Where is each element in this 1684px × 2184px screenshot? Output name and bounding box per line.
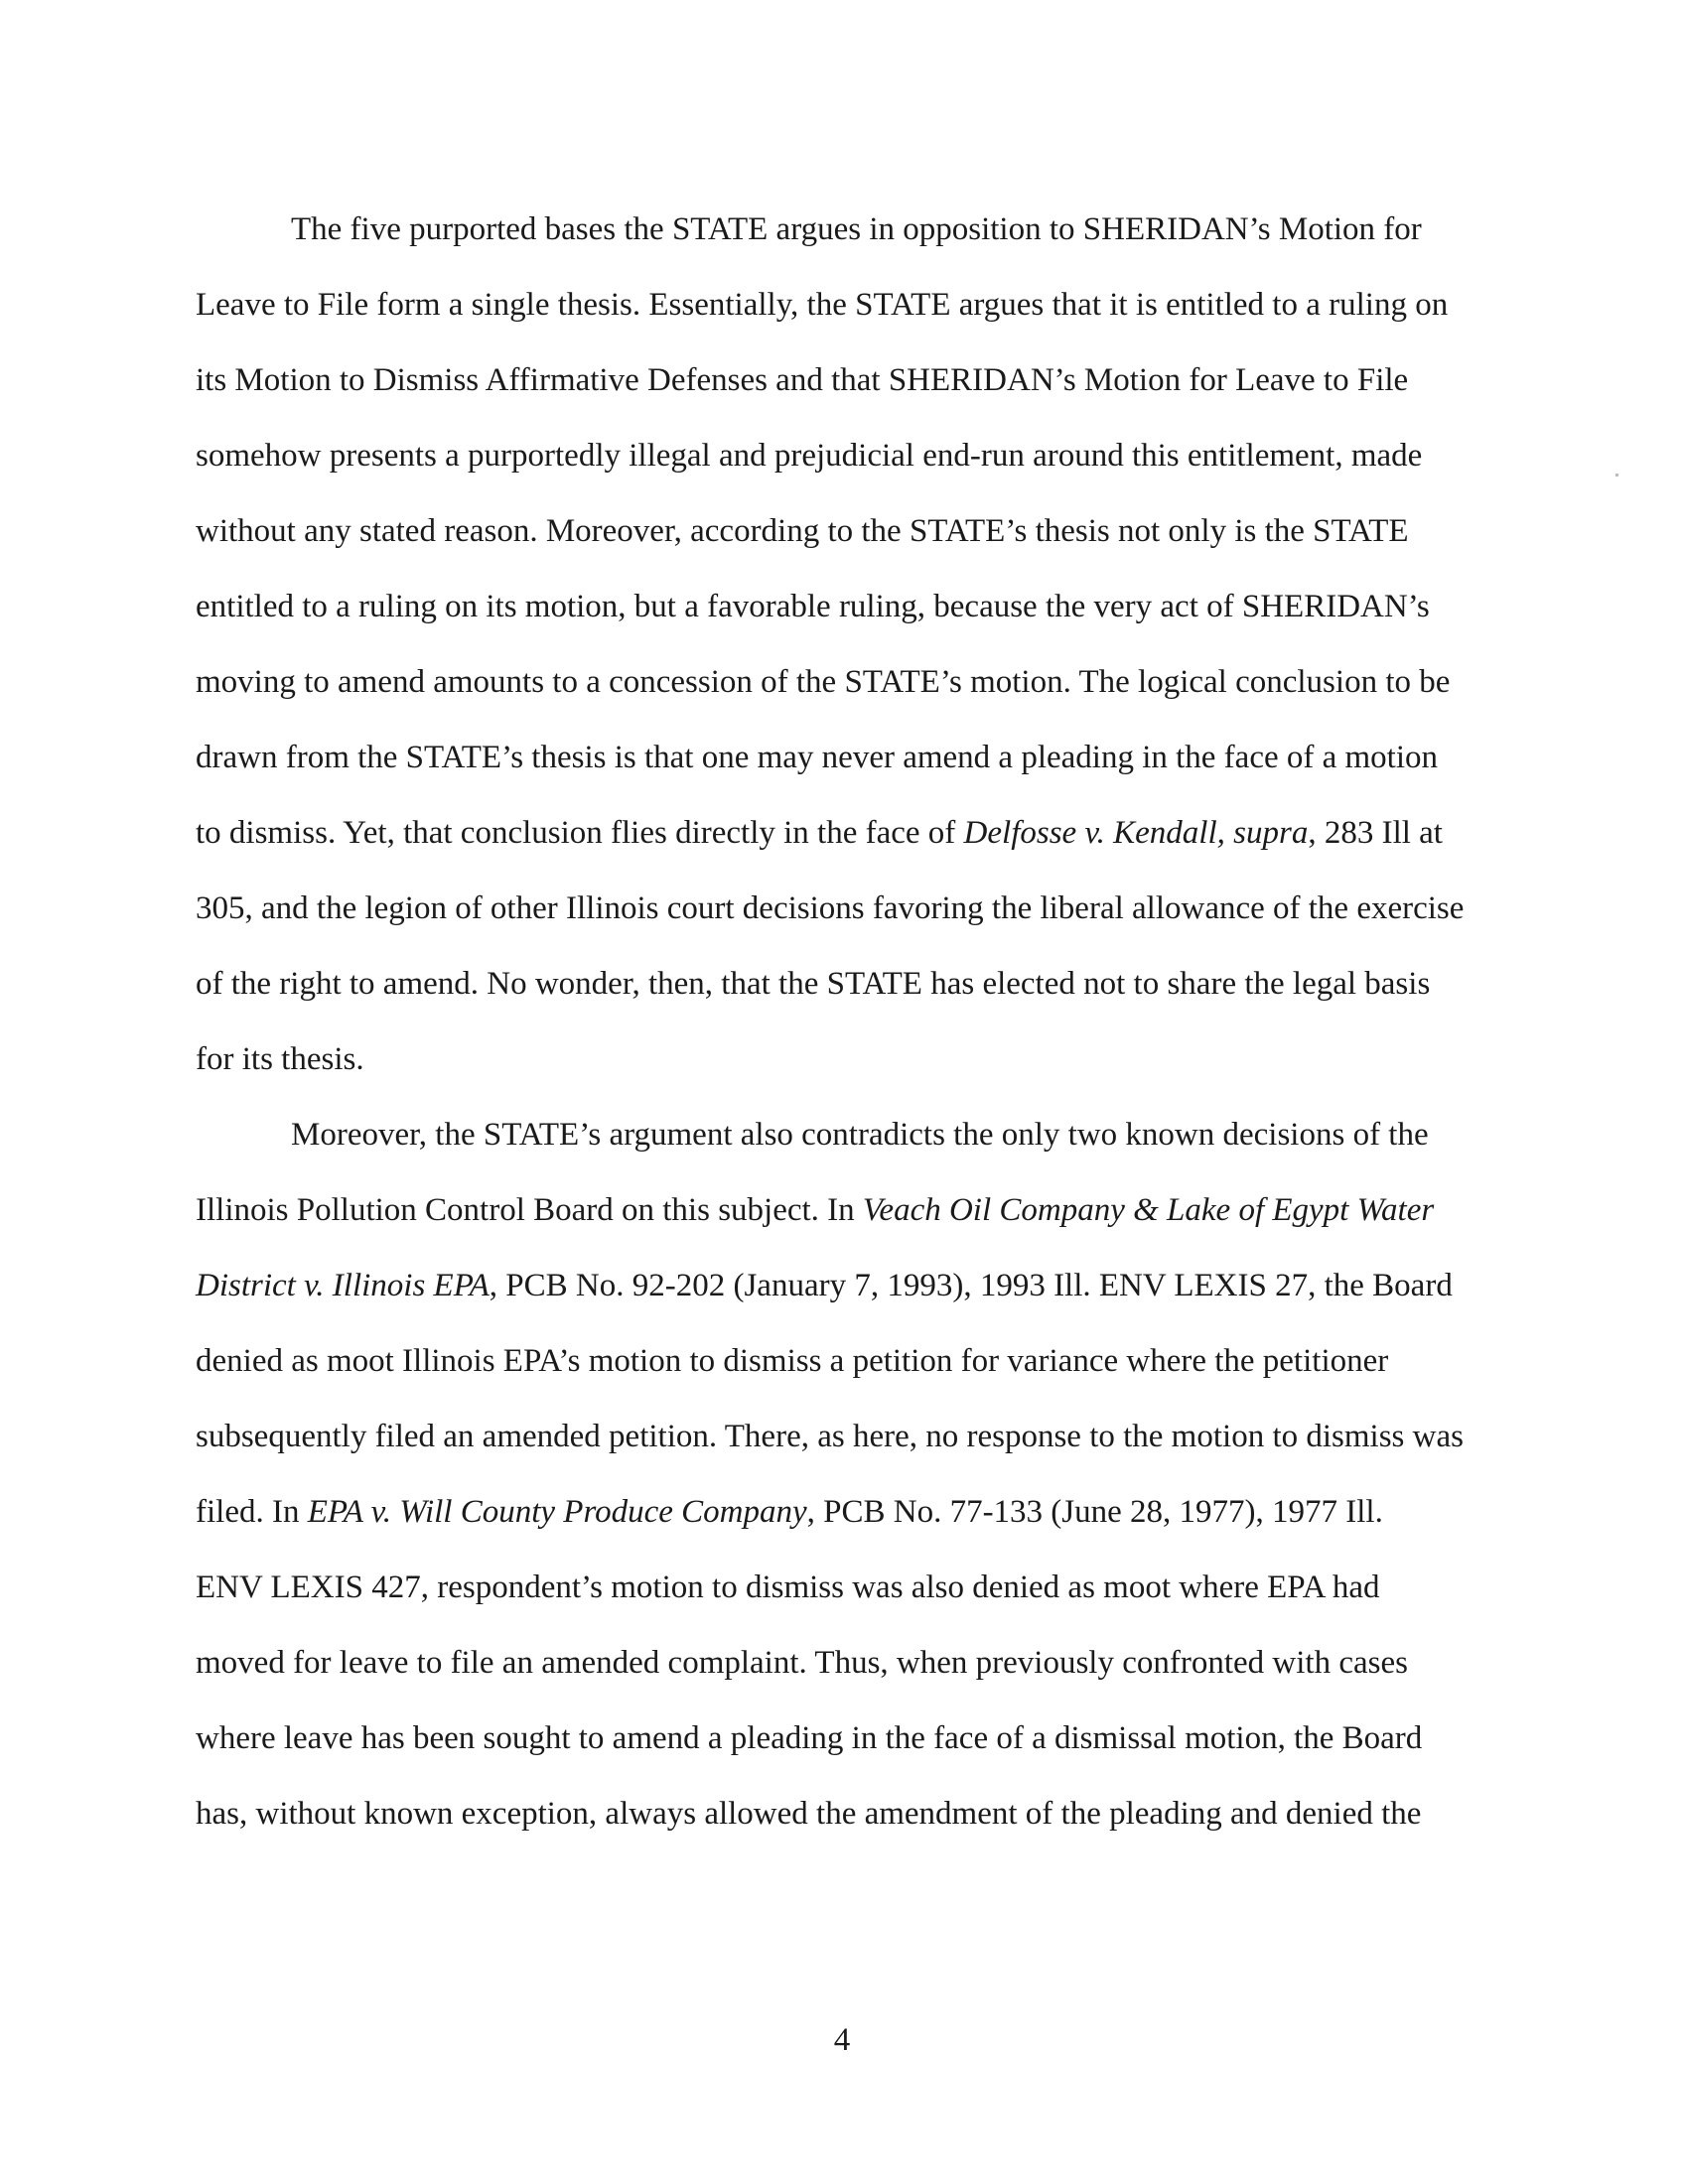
- case-citation: Delfosse v. Kendall, supra: [963, 815, 1309, 851]
- paragraph-1-line-2: Leave to File form a single thesis. Essentially, the STATE argues that it is entitled to a ruling on: [196, 287, 1449, 323]
- paragraph-1-line-10: 305, and the legion of other Illinois court decisions favoring the liberal allowance of the exercise: [196, 890, 1465, 926]
- paragraph-2-line-7: ENV LEXIS 427, respondent’s motion to dismiss was also denied as moot where EPA had: [196, 1570, 1380, 1605]
- paragraph-2-line-6: [196, 1474, 1486, 1550]
- paragraph-2-line-1: Moreover, the STATE’s argument also contradicts the only two known decisions of the: [291, 1117, 1429, 1153]
- paragraph-2-line-5: subsequently filed an amended petition. There, as here, no response to the motion to dismiss was: [196, 1419, 1464, 1454]
- paragraph-2-line-10: has, without known exception, always allowed the amendment of the pleading and denied the: [196, 1796, 1422, 1832]
- line-text: to dismiss. Yet, that conclusion flies directly in the face of: [196, 815, 964, 851]
- body-text: [196, 192, 1486, 1851]
- line-text: Illinois Pollution Control Board on this subject. In: [196, 1192, 863, 1228]
- paragraph-2-line-9: where leave has been sought to amend a pleading in the face of a dismissal motion, the Board: [196, 1720, 1423, 1756]
- line-text: filed. In: [196, 1494, 308, 1530]
- paragraph-1-line-1: The five purported bases the STATE argues in opposition to SHERIDAN’s Motion for: [291, 211, 1422, 247]
- paragraph-2-line-2: [196, 1172, 1486, 1248]
- case-citation: EPA v. Will County Produce Company: [307, 1494, 807, 1530]
- page-number: 4: [833, 2022, 851, 2058]
- paragraph-1-line-7: moving to amend amounts to a concession of the STATE’s motion. The logical conclusion to be: [196, 664, 1451, 700]
- paragraph-1-line-9: [196, 795, 1486, 871]
- paragraph-1-line-3: its Motion to Dismiss Affirmative Defenses and that SHERIDAN’s Motion for Leave to File: [196, 362, 1409, 398]
- line-text: , PCB No. 92-202 (January 7, 1993), 1993 Ill. ENV LEXIS 27, the Board: [489, 1268, 1453, 1303]
- paragraph-2-line-8: moved for leave to file an amended complaint. Thus, when previously confronted with cases: [196, 1645, 1408, 1681]
- case-citation: Veach Oil Company & Lake of Egypt Water: [862, 1192, 1435, 1228]
- paragraph-1-line-5: without any stated reason. Moreover, according to the STATE’s thesis not only is the STATE: [196, 513, 1409, 549]
- paragraph-1: [196, 192, 1486, 1097]
- paragraph-2-line-4: denied as moot Illinois EPA’s motion to dismiss a petition for variance where the petitioner: [196, 1343, 1389, 1379]
- paragraph-1-line-11: of the right to amend. No wonder, then, that the STATE has elected not to share the legal basis: [196, 966, 1431, 1002]
- paragraph-1-line-8: drawn from the STATE’s thesis is that one may never amend a pleading in the face of a motion: [196, 740, 1439, 775]
- paragraph-2: [196, 1097, 1486, 1851]
- case-citation: District v. Illinois EPA: [196, 1268, 490, 1303]
- line-text: , PCB No. 77-133 (June 28, 1977), 1977 Ill.: [806, 1494, 1383, 1530]
- paragraph-1-line-4: somehow presents a purportedly illegal and prejudicial end-run around this entitlement, made: [196, 438, 1423, 474]
- paragraph-1-line-6: entitled to a ruling on its motion, but a favorable ruling, because the very act of SHERIDAN’s: [196, 589, 1430, 624]
- paragraph-2-line-3: [196, 1248, 1486, 1323]
- line-text: , 283 Ill at: [1308, 815, 1443, 851]
- scan-speck: [1615, 474, 1618, 477]
- paragraph-1-line-12: for its thesis.: [196, 1041, 364, 1077]
